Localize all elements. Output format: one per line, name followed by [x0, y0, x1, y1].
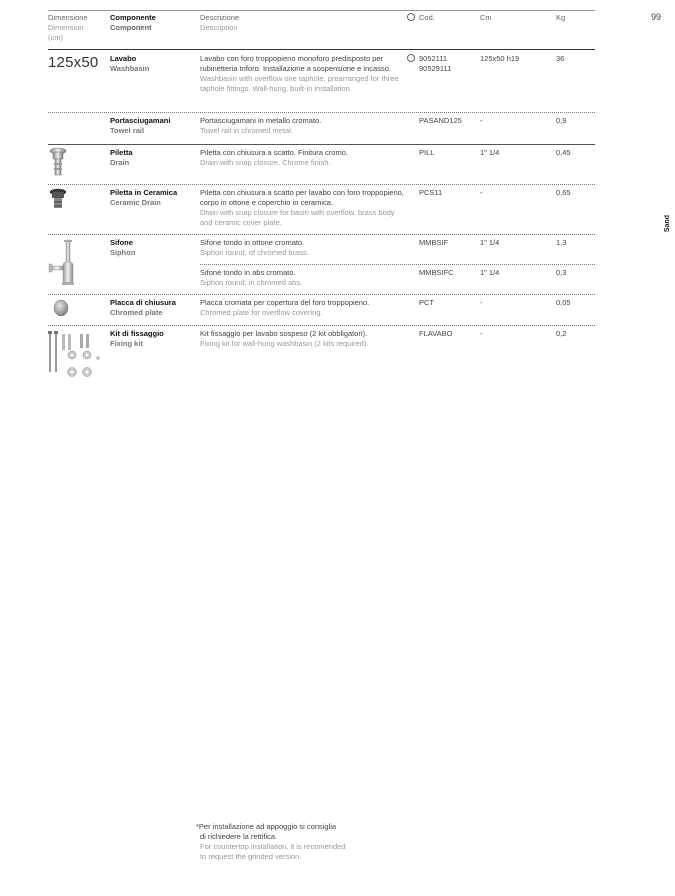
- table-row-fixing-kit: Kit di fissaggio Fixing kit Kit fissaggio per lavabo sospeso (2 kit obbligatori). Fixing kit for wall-hung washbasin (2 kits required). FLAVABO - 0,2: [110, 329, 567, 348]
- table-row-chromed-plate: Placca di chiusura Chromed plate Placca cromata per copertura del foro troppopieno. Chromed plate for overflow covering. PCT - 0,05: [110, 298, 571, 317]
- dimension-value: 125x50: [48, 54, 99, 71]
- table-row-siphon: Sifone Siphon Sifone tondo in ottone cromato. Siphon round, of chromed brass. MMBSIF 1" 1/4 1,3: [110, 238, 567, 257]
- table-row-drain: Piletta Drain Piletta con chiusura a scatto. Finitura cromo. Drain with snap closure. Chrome finish. PILL 1" 1/4 0,45: [110, 148, 571, 167]
- fixing-kit-icon: [46, 330, 100, 380]
- table-row-towel-rail: Portasciugamani Towel rail Portasciugamani in metallo cromato. Towel rail in chromed metal. PASAND125 - 0,9: [110, 116, 567, 135]
- table-row-siphon-abs: Sifone tondo in abs cromato. Siphon round, in chromed abs. MMBSIFC 1" 1/4 0,3: [200, 268, 567, 287]
- circle-marker-icon: [407, 13, 415, 21]
- chromed-plate-icon: [52, 298, 70, 318]
- header-cm: Cm: [480, 13, 492, 22]
- table-header: [48, 10, 595, 50]
- ceramic-drain-icon: [48, 187, 68, 211]
- header-dimension: Dimensione Dimension (cm): [48, 13, 88, 42]
- page-number: 99: [650, 12, 661, 22]
- table-row-ceramic-drain: Piletta in Ceramica Ceramic Drain Piletta con chiusura a scatto per lavabo con foro troppopieno, corpo in ottone e coperchio in ceramica. Drain with snap closure for basin with overflow, brass body and ceramic cover plate. PCS11 - 0,65: [110, 188, 571, 227]
- drain-icon: [48, 146, 68, 178]
- header-code: Cod.: [407, 13, 435, 23]
- footnote: *Per installazione ad appoggio si consiglia di richiedere la rettifica. For countertop installation, it is recomended to request the grinded version.: [196, 822, 346, 861]
- header-component: Componente Component: [110, 13, 156, 32]
- header-description: Descrizione Description: [200, 13, 240, 32]
- side-label: Sand: [664, 215, 671, 233]
- circle-marker-icon: [407, 54, 415, 62]
- table-row-washbasin: Lavabo Washbasin Lavabo con foro troppopieno monoforo predisposto per rubinetteria triforo. Installazione a sospensione e incasso. Washbasin with overflow one taphole, prearranged for three taphole fittings. Wall-hung, built-in installation. 9052111 90529111 125x50 h19 36: [110, 54, 565, 93]
- header-kg: Kg: [556, 13, 566, 22]
- siphon-icon: [48, 238, 84, 290]
